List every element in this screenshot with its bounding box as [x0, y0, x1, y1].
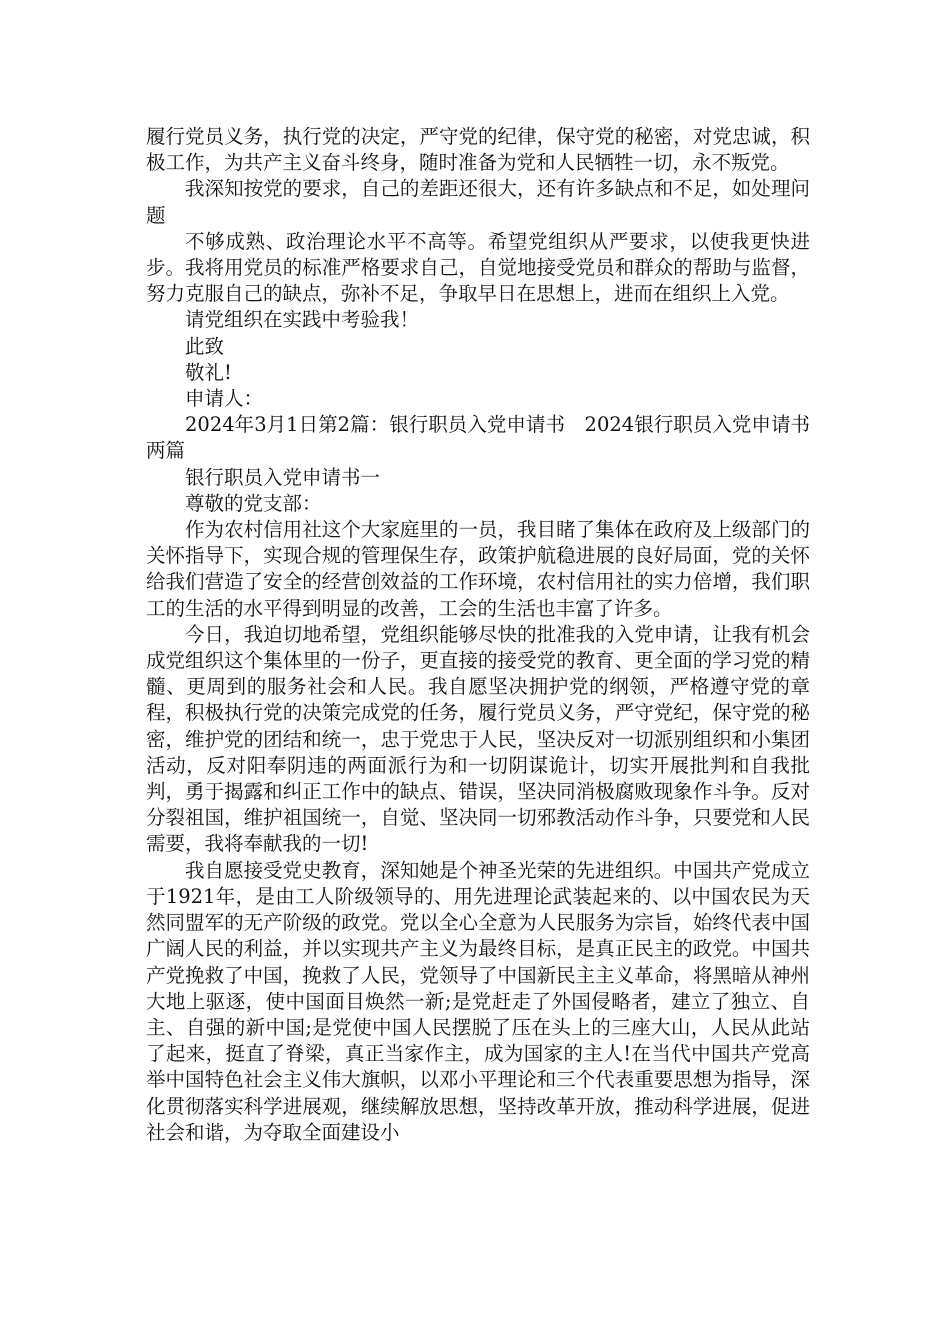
paragraph-11: 作为农村信用社这个大家庭里的一员，我目睹了集体在政府及上级部门的关怀指导下，实现合规的管理保生存，政策护航稳进展的良好局面，党的关怀给我们营造了安全的经营创效益的工作环境，农村信用社的实力倍增，我们职工的生活的水平得到明显的改善，工会的生活也丰富了许多。 — [146, 518, 810, 620]
greeting: 尊敬的党支部： — [185, 491, 322, 515]
paragraph-1: 履行党员义务，执行党的决定，严守党的纪律，保守党的秘密，对党忠诚，积极工作，为共产主义奋斗终身，随时准备为党和人民牺牲一切，永不叛党。 — [146, 125, 810, 175]
date-and-section-title: 2024年3月1日第2篇：银行职员入党申请书 2024银行职员入党申请书 两篇 — [146, 413, 810, 463]
salutation-cizhi: 此致 — [185, 334, 225, 358]
salutation-jingli: 敬礼! — [185, 360, 232, 384]
paragraph-3: 不够成熟、政治理论水平不高等。希望党组织从严要求，以使我更快进步。我将用党员的标准严格要求自己，自觉地接受党员和群众的帮助与监督，努力克服自己的缺点，弥补不足，争取早日在思想上，进而在组织上入党。 — [146, 229, 810, 306]
paragraph-4: 请党组织在实践中考验我！ — [185, 308, 420, 332]
section-subtitle: 银行职员入党申请书一 — [185, 465, 381, 489]
paragraph-2: 我深知按党的要求，自己的差距还很大，还有许多缺点和不足，如处理问题 — [146, 177, 810, 227]
document-page — [146, 124, 810, 1146]
applicant-label: 申请人： — [185, 387, 264, 411]
paragraph-13: 我自愿接受党史教育，深知她是个神圣光荣的先进组织。中国共产党成立于1921年，是由工人阶级领导的、用先进理论武装起来的、以中国农民为天然同盟军的无产阶级的政党。党以全心全意为人民服务为宗旨，始终代表中国广阔人民的利益，并以实现共产主义为最终目标，是真正民主的政党。中国共产党挽救了中国，挽救了人民，党领导了中国新民主主义革命，将黑暗从神州大地上驱逐，使中国面目焕然一新;是党赶走了外国侵略者，建立了独立、自主、自强的新中国;是党使中国人民摆脱了压在头上的三座大山，人民从此站了起来，挺直了脊梁，真正当家作主，成为国家的主人!在当代中国共产党高举中国特色社会主义伟大旗帜，以邓小平理论和三个代表重要思想为指导，深化贯彻落实科学进展观，继续解放思想，坚持改革开放，推动科学进展，促进社会和谐，为夺取全面建设小 — [146, 858, 810, 1144]
paragraph-12: 今日，我迫切地希望，党组织能够尽快的批准我的入党申请，让我有机会成党组织这个集体里的一份子，更直接的接受党的教育、更全面的学习党的精髓、更周到的服务社会和人民。我自愿坚决拥护党的纲领，严格遵守党的章程，积极执行党的决策完成党的任务，履行党员义务，严守党纪，保守党的秘密，维护党的团结和统一，忠于党忠于人民，坚决反对一切派别组织和小集团活动，反对阳奉阴违的两面派行为和一切阴谋诡计，切实开展批判和自我批判，勇于揭露和纠正工作中的缺点、错误，坚决同消极腐败现象作斗争。反对分裂祖国，维护祖国统一，自觉、坚决同一切邪教活动作斗争，只要党和人民需要，我将奉献我的一切! — [146, 622, 810, 856]
